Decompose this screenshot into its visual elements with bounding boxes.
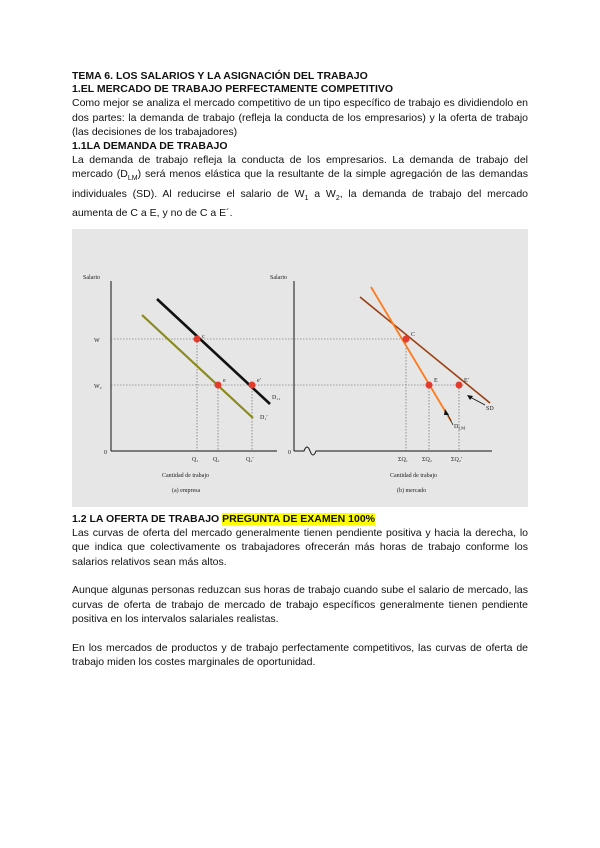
- heading-text: 1.2 LA OFERTA DE TRABAJO: [72, 512, 223, 525]
- text-part: La demanda de trabajo refleja la conducta de los empresarios. La demanda de trabajo del mercado (D: [72, 153, 528, 180]
- section-1-2-paragraph-2: Aunque algunas personas reduzcan sus horas de trabajo cuando sube el salario de mercado, las curvas de oferta de trabajo de mercado de trabajo específicos generalmente tienen pendiente positiva en los intervalos salariales realistas.: [72, 584, 528, 626]
- d1p-demand-curve: [142, 315, 253, 418]
- section-1-2-heading: [72, 513, 528, 526]
- section-1-1-text: [72, 153, 528, 221]
- left-x-title: Cantidad de trabajo: [162, 472, 209, 479]
- sd-label: SD: [486, 405, 494, 412]
- point-e-prime: [249, 381, 256, 388]
- section-1-2-paragraph-3: En los mercados de productos y de trabajo perfectamente competitivos, las curvas de oferta de trabajo miden los costes marginales de oportunidad.: [72, 641, 528, 669]
- spacer: [72, 569, 528, 583]
- right-x-axis: [294, 447, 492, 455]
- right-q2-label: ΣQ₂: [422, 456, 432, 463]
- right-y-title: Salario: [270, 274, 287, 281]
- subscript: 1: [304, 194, 309, 202]
- left-q2-label: Q₂: [213, 456, 220, 463]
- text-part: a W: [308, 187, 336, 200]
- left-w1-label: W: [94, 337, 100, 344]
- right-x-title: Cantidad de trabajo: [390, 472, 437, 479]
- d11-label: D₁₁: [272, 394, 281, 401]
- right-caption: (b) mercado: [397, 487, 427, 494]
- point-big-c: [403, 335, 410, 342]
- right-q1-label: ΣQ₁: [398, 456, 408, 463]
- subscript: LM: [127, 175, 138, 183]
- dlm-curve: [371, 287, 451, 421]
- left-e2-label: e′: [257, 377, 261, 384]
- left-w2-label: W₂: [94, 383, 102, 390]
- section-1-text: Como mejor se analiza el mercado competitivo de un tipo específico de trabajo es dividiendolo en dos partes: la demanda de trabajo (refleja la conducta de los empresarios) y la oferta de trabajo (las decisiones de los trabajadores): [72, 97, 528, 138]
- document-title: TEMA 6. LOS SALARIOS Y LA ASIGNACIÓN DEL TRABAJO: [72, 70, 368, 82]
- text-part: , la demanda de trabajo del mercado aumenta de C a E, y no de C a E´.: [72, 187, 528, 220]
- d1p-label: D₁′: [260, 414, 268, 421]
- section-1-1-heading: 1.1LA DEMANDA DE TRABAJO: [72, 139, 228, 152]
- subscript: 2: [335, 194, 340, 202]
- left-c-label: c: [202, 333, 205, 340]
- dlm-label-main: D: [454, 423, 459, 430]
- dlm-label-sub: LM: [458, 425, 466, 431]
- right-e-label: E: [434, 377, 438, 384]
- point-c: [194, 335, 201, 342]
- sd-arrowhead: [467, 395, 473, 400]
- left-origin-label: 0: [104, 449, 107, 456]
- left-q1-label: Q₁: [192, 456, 199, 463]
- spacer: [72, 627, 528, 641]
- section-1-heading: 1.EL MERCADO DE TRABAJO PERFECTAMENTE COMPETITIVO: [72, 83, 394, 95]
- right-e2-label: E′: [464, 377, 469, 384]
- sd-curve: [360, 297, 490, 403]
- section-1-2-paragraph-1: Las curvas de oferta del mercado generalmente tienen pendiente positiva y hacia la derecha, lo que indica que colectivamente os trabajadores ofrecerán más horas de trabajo conforme los salarios relativos sean más altos.: [72, 526, 528, 568]
- left-e-label: e: [223, 377, 226, 384]
- text-part: ) será menos elástica que la resultante de la simple agregación de las demandas individuales (SD). Al reducirse el salario de W: [72, 168, 528, 200]
- point-big-e-prime: [456, 381, 463, 388]
- left-y-title: Salario: [83, 274, 100, 281]
- left-caption: (a) empresa: [172, 487, 201, 494]
- left-q2p-label: Q₂′: [246, 456, 254, 463]
- labor-demand-figure: [72, 229, 528, 507]
- right-q2p-label: ΣQ₂′: [451, 456, 463, 463]
- right-origin-label: 0: [288, 449, 291, 456]
- exam-question-highlight: PREGUNTA DE EXAMEN 100%: [222, 512, 375, 525]
- document-page: [72, 70, 528, 670]
- right-c-label: C: [411, 331, 416, 338]
- dlm-label: [454, 424, 465, 431]
- figure-svg: [72, 229, 528, 507]
- point-big-e: [426, 381, 433, 388]
- sd-arrow: [470, 397, 485, 405]
- point-e: [215, 381, 222, 388]
